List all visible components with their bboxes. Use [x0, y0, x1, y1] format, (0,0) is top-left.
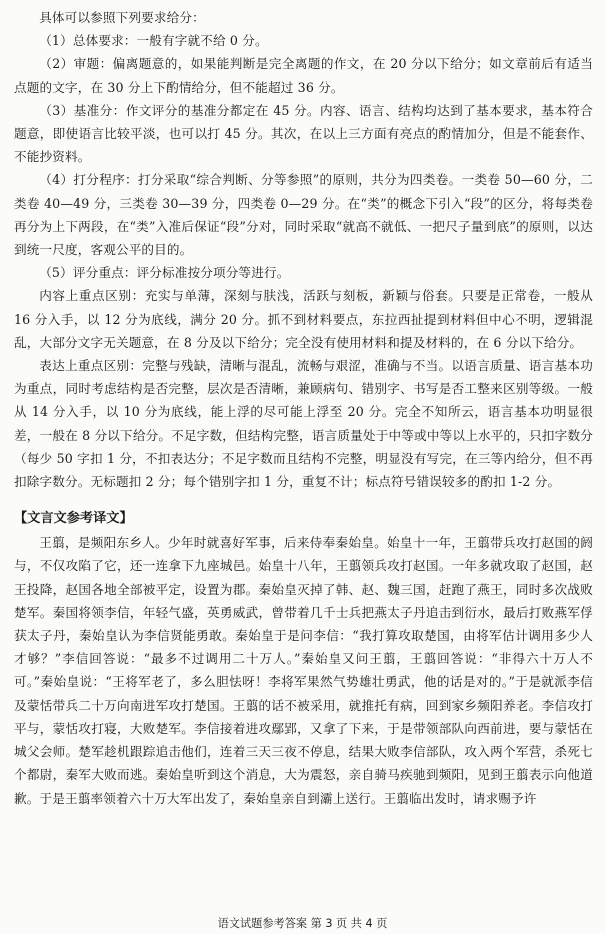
- expression-criteria: 表达上重点区别：完整与残缺，清晰与混乱，流畅与艰涩，准确与不当。以语言质量、语言基本功为重点，同时考虑结构是否完整，层次是否清晰，兼顾病句、错别字、书写是否工整来区别等级。一般从 14 分入手，以 10 分为底线，能上浮的尽可能上浮至 20 分。完全不知所云，语言基本功明显很差，一般在 8 分以下给分。不足字数，但结构完整，语言质量处于中等或中等以上水平的，只扣字数分（每少 50 字扣 1 分，不扣表达分；不足字数而且结构不完整，明显没有写完，在三等内给分，但不再扣除字数分。无标题扣 2 分；每个错别字扣 1 分，重复不计；标点符号错误较多的酌扣 1-2 分。: [14, 358, 593, 490]
- translation-heading: 【文言文参考译文】: [14, 511, 133, 527]
- page-footer: 语文试题参考答案 第 3 页 共 4 页: [217, 917, 388, 930]
- content-criteria: 内容上重点区别：充实与单薄，深刻与肤浅，活跃与刻板，新颖与俗套。只要是正常卷，一般从 16 分入手，以 12 分为底线，满分 20 分。抓不到材料要点，东拉西扯提到材料但中心不明，逻辑混乱，大部分文字无关题意，在 8 分及以下给分；完全没有使用材料和提及材料的，在 6 分以下给分。: [14, 288, 593, 350]
- scoring-item-4: （4）打分程序：打分采取“综合判断、分等参照”的原则，共分为四类卷。一类卷 50—60 分，二类卷 40—49 分，三类卷 30—39 分，四类卷 0—29 分。在“类”的概念下引入“段”的区分，将每类卷再分为上下两段，在“类”入准后保证“段”分对，同时采取“就高不就低、一把尺子量到底”的原则，以达到统一尺度，客观公平的目的。: [14, 172, 593, 258]
- scoring-intro: 具体可以参照下列要求给分：: [39, 10, 205, 25]
- scoring-item-2: （2）审题：偏离题意的，如果能判断是完全离题的作文，在 20 分以下给分；如文章前后有适当点题的文字，在 30 分上下酌情给分，但不能超过 36 分。: [14, 56, 593, 95]
- scoring-item-5: （5）评分重点：评分标准按分项分等进行。: [39, 265, 290, 281]
- scoring-item-1: （1）总体要求：一般有字就不给 0 分。: [39, 33, 268, 49]
- translation-body: 王翦，是频阳东乡人。少年时就喜好军事，后来侍奉秦始皇。始皇十一年，王翦带兵攻打赵国的阏与，不仅攻陷了它，还一连拿下九座城邑。始皇十八年，王翦领兵攻打赵国。一年多就攻取了赵国，赵王投降，赵国各地全部被平定，设置为郡。秦始皇灭掉了韩、赵、魏三国，赶跑了燕王，同时多次战败楚军。秦国将领李信，年轻气盛，英勇威武，曾带着几千士兵把燕太子丹追击到衍水，最后打败燕军俘获太子丹，秦始皇认为李信贤能勇敢。秦始皇于是问李信：“我打算攻取楚国，由将军估计调用多少人才够？”李信回答说：“最多不过调用二十万人。”秦始皇又问王翦，王翦回答说：“非得六十万人不可。”秦始皇说：“王将军老了，多么胆怯呀！李将军果然气势雄壮勇武，他的话是对的。”于是就派李信及蒙恬带兵二十万向南进军攻打楚国。王翦的话不被采用，就推托有病，回到家乡频阳养老。李信攻打平与，蒙恬攻打寝，大败楚军。李信接着进攻鄢郢，又拿了下来，于是带领部队向西前进，要与蒙恬在城父会师。楚军趁机跟踪追击他们，连着三天三夜不停息，结果大败李信部队，攻入两个军营，杀死七个都尉，秦军大败而逃。秦始皇听到这个消息，大为震怒，亲自骑马疾驰到频阳，见到王翦表示向他道歉。于是王翦率领着六十万大军出发了，秦始皇亲自到灞上送行。王翦临出发时，请求赐予许: [14, 535, 593, 806]
- section-divider: [14, 493, 593, 507]
- scoring-item-3: （3）基准分：作文评分的基准分都定在 45 分。内容、语言、结构均达到了基本要求，基本符合题意，即使语言比较平淡，也可以打 45 分。其次，在以上三方面有亮点的酌情加分，但是不能套作、不能抄资料。: [14, 102, 593, 165]
